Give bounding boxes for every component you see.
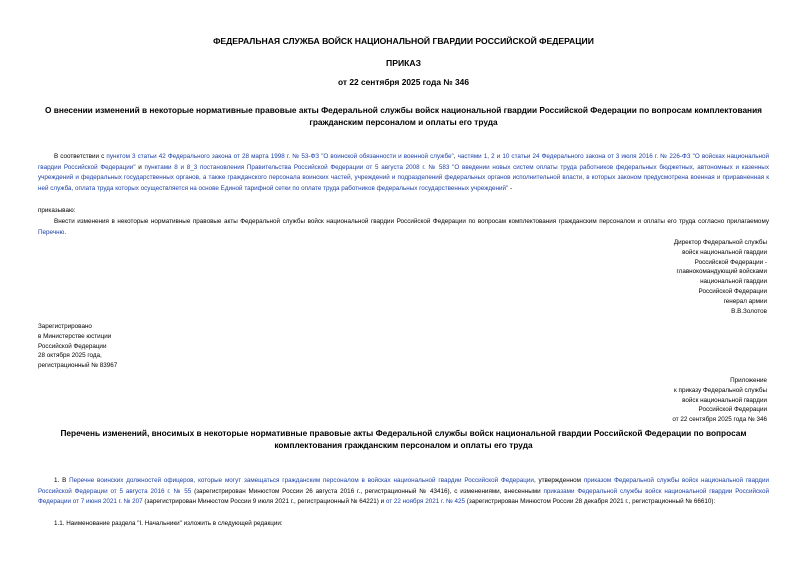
annex-line: Российской Федерации: [698, 406, 767, 414]
link-law-53fz[interactable]: пунктом 3 статьи 42 Федерального закона от 28 марта 1998 г. № 53-ФЗ "О воинской обязанности и военной службе": [106, 153, 454, 160]
link-resolution-583[interactable]: пунктами 8 и 8_3 постановления Правительства Российской Федерации от 5 августа 2008 г. № 583 "О введении новых систем оплаты труда работников федеральных бюджетных, автономных и казенных учреждений и федеральных государственных органов, а также гражданского персонала воинских частей, учреждений и подразделений федеральных органов исполнительной власти, в которых законом предусмотрена военная и приравненная к ней служба, оплата труда которых осуществляется на основе Единой тарифной сетки по оплате труда работников федеральных государственных учреждений": [38, 163, 769, 192]
registration-line: Российской Федерации: [38, 342, 107, 350]
signature-line: Российской Федерации -: [694, 258, 767, 266]
amend-end: .: [64, 228, 67, 236]
order-word: приказываю:: [38, 207, 76, 214]
signature-line: генерал армии: [723, 297, 767, 305]
signature-line: национальной гвардии: [700, 278, 767, 286]
item1-text-3: (зарегистрирован Минюстом России 26 августа 2016 г., регистрационный № 43416), с изменениями, внесенными: [191, 487, 544, 495]
annex-line: от 22 сентября 2025 года № 346: [672, 416, 767, 424]
registration-line: 28 октября 2025 года,: [38, 352, 102, 360]
list-item-1-1: [38, 519, 769, 530]
signatory-name: В.В.Золотов: [731, 307, 767, 315]
item1-text-1: 1. В: [54, 477, 70, 484]
registration-line: регистрационный № 83967: [38, 362, 118, 370]
basis-text-1: В соответствии с: [54, 153, 107, 160]
link-law-226fz[interactable]: частями 1, 2 и 10 статьи 24 Федерального закона от 3 июля 2016 г. № 226-ФЗ "О войсках национальной гвардии Российской Федерации": [38, 153, 770, 171]
link-list[interactable]: Перечню: [38, 228, 65, 236]
annex-line: войск национальной гвардии: [682, 396, 767, 404]
link-order-425[interactable]: от 22 ноября 2021 г. № 425: [385, 498, 465, 505]
item1-text-5: (зарегистрирован Минюстом России 28 декабря 2021 г., регистрационный № 66610):: [465, 498, 716, 505]
annex-line: Приложение: [730, 377, 767, 384]
link-officer-positions-list[interactable]: Перечне воинских должностей офицеров, которые могут замещаться гражданским персоналом в войсках национальной гвардии Российской Федерации: [69, 477, 534, 484]
item1-text-2: , утвержденном: [533, 477, 584, 484]
link-order-207[interactable]: приказами Федеральной службы войск национальной гвардии Российской Федерации от 7 июня 2021 г. № 207: [38, 487, 769, 505]
signature-line: Директор Федеральной службы: [673, 239, 767, 246]
agency-name: ФЕДЕРАЛЬНАЯ СЛУЖБА ВОЙСК НАЦИОНАЛЬНОЙ ГВАРДИИ РОССИЙСКОЙ ФЕДЕРАЦИИ: [213, 36, 594, 46]
annex-line: к приказу Федеральной службы: [674, 386, 767, 394]
signature-block: [674, 238, 767, 316]
annex-header: [672, 376, 767, 425]
basis-text-2: ,: [453, 153, 458, 160]
basis-text-4: -: [508, 184, 513, 192]
item1-text-4: (зарегистрирован Минюстом России 9 июля 2021 г., регистрационный № 64221) и: [142, 498, 386, 505]
basis-text-3: и: [135, 163, 145, 171]
registration-line: в Министерстве юстиции: [38, 332, 112, 340]
list-item-1: [38, 476, 769, 508]
signature-line: главнокомандующий войсками: [676, 268, 767, 276]
legal-basis-paragraph: [38, 152, 769, 194]
order-date-number: от 22 сентября 2025 года № 346: [337, 77, 469, 87]
amend-text: Внести изменения в некоторые нормативные правовые акты Федеральной службы войск национальной гвардии Российской Федерации по вопросам комплектования гражданским персоналом и оплаты его труда согласно прилагаемому: [54, 218, 769, 225]
item1-1-text: 1.1. Наименование раздела "I. Начальники" изложить в следующей редакции:: [54, 520, 283, 527]
registration-line: Зарегистрировано: [38, 323, 92, 330]
list-title: Перечень изменений, вносимых в некоторые нормативные правовые акты Федеральной службы войск национальной гвардии Российской Федерации по вопросам комплектования гражданским персоналом и оплаты его труда: [60, 428, 747, 450]
registration-block: [38, 322, 117, 371]
amend-paragraph: [38, 217, 769, 238]
signature-line: Российской Федерации: [698, 287, 767, 295]
order-title: О внесении изменений в некоторые нормативные правовые акты Федеральной службы войск национальной гвардии Российской Федерации по вопросам комплектования гражданским персоналом и оплаты его труда: [44, 105, 763, 127]
signature-line: войск национальной гвардии: [682, 248, 767, 256]
link-order-55[interactable]: приказом Федеральной службы войск национальной гвардии Российской Федерации от 5 августа 2016 г. № 55: [38, 477, 770, 495]
document-type: ПРИКАЗ: [386, 58, 421, 68]
